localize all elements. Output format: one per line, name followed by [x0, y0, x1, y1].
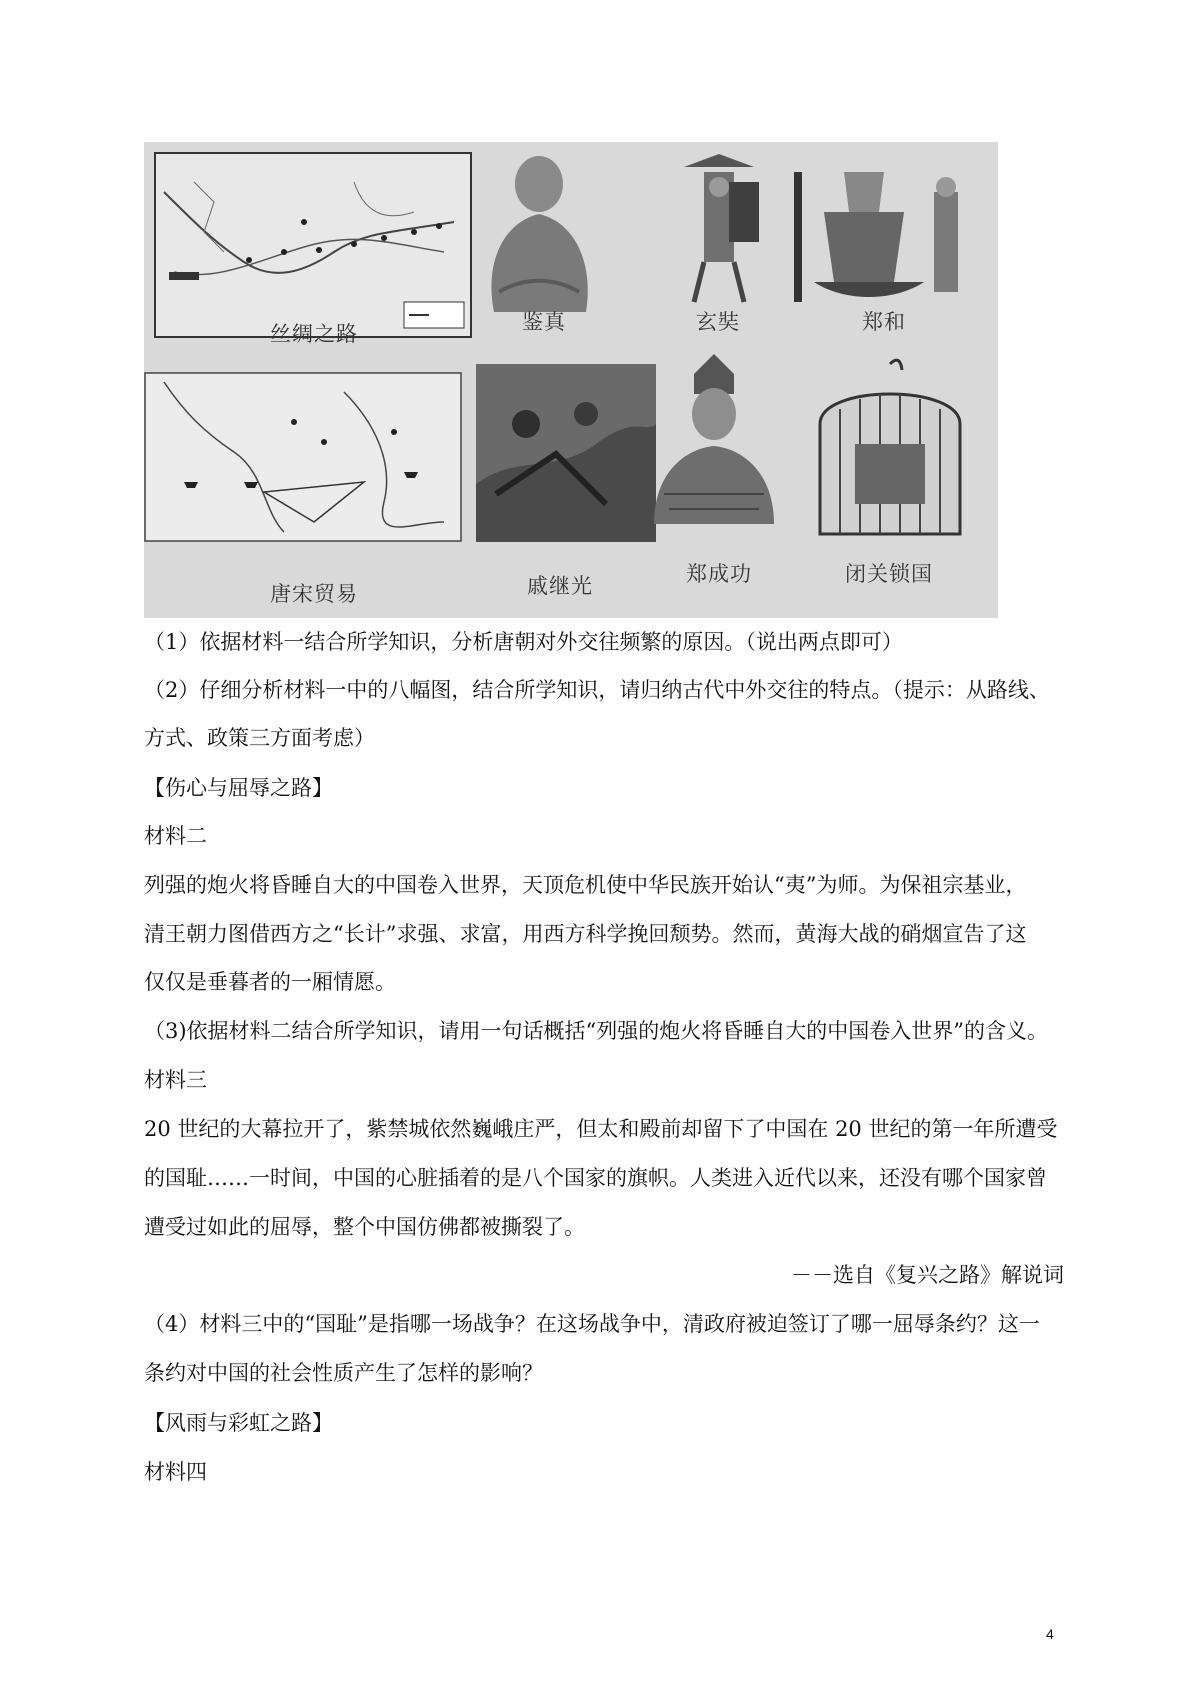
silk-road-map [154, 152, 472, 338]
section-heading-3: 【风雨与彩虹之路】 [144, 1411, 333, 1435]
question-2-line1: （2）仔细分析材料一中的八幅图，结合所学知识，请归纳古代中外交往的特点。（提示：从路线、 [144, 678, 1050, 702]
zhenghe-ship [784, 152, 974, 312]
material-3-title: 材料三 [144, 1068, 207, 1092]
material-3-source: －－选自《复兴之路》解说词 [791, 1263, 1064, 1287]
jianzhen-statue [474, 142, 604, 320]
caption-zhenghe: 郑和 [862, 310, 906, 334]
material-2-line3: 仅仅是垂暮者的一厢情愿。 [144, 970, 396, 994]
question-4-line2: 条约对中国的社会性质产生了怎样的影响？ [144, 1361, 543, 1385]
material-figure [144, 142, 998, 618]
material-2-title: 材料二 [144, 824, 207, 848]
xuanzang-figure [674, 152, 764, 312]
caption-silk-road: 丝绸之路 [270, 322, 358, 346]
caption-zheng-chenggong: 郑成功 [686, 562, 752, 586]
question-3: （3)依据材料二结合所学知识，请用一句话概括“列强的炮火将昏睡自大的中国卷入世界”的含义。 [144, 1019, 1049, 1043]
tangsong-trade-map [144, 372, 462, 542]
question-4-line1: （4）材料三中的“国耻”是指哪一场战争？在这场战争中，清政府被迫签订了哪一屈辱条约？这一 [144, 1312, 1040, 1336]
caption-closed-door: 闭关锁国 [845, 562, 933, 586]
caption-tangsong-trade: 唐宋贸易 [270, 582, 358, 606]
question-2-line2: 方式、政策三方面考虑） [144, 726, 375, 750]
material-3-line1: 20 世纪的大幕拉开了，紫禁城依然巍峨庄严，但太和殿前却留下了中国在 20 世纪的第一年所遭受 [144, 1117, 1058, 1141]
zheng-chenggong-portrait [644, 354, 784, 532]
qi-jiguang-battle [476, 364, 656, 542]
caption-jianzhen: 鉴真 [522, 310, 566, 334]
material-4-title: 材料四 [144, 1460, 207, 1484]
material-3-line3: 遭受过如此的屈辱，整个中国仿佛都被撕裂了。 [144, 1215, 585, 1239]
caption-xuanzang: 玄奘 [696, 310, 740, 334]
question-1: （1）依据材料一结合所学知识，分析唐朝对外交往频繁的原因。（说出两点即可） [144, 630, 903, 654]
material-3-line2: 的国耻……一时间，中国的心脏插着的是八个国家的旗帜。人类进入近代以来，还没有哪个国家曾 [144, 1166, 1047, 1190]
page-number: 4 [1046, 1626, 1054, 1642]
closed-door-cage [810, 354, 970, 544]
material-2-line2: 清王朝力图借西方之“长计”求强、求富，用西方科学挽回颓势。然而，黄海大战的硝烟宣告了这 [144, 922, 1027, 946]
material-2-line1: 列强的炮火将昏睡自大的中国卷入世界，天顶危机使中华民族开始认“夷”为师。为保祖宗基业， [144, 873, 1027, 897]
section-heading-2: 【伤心与屈辱之路】 [144, 776, 333, 800]
caption-qi-jiguang: 戚继光 [527, 574, 593, 598]
